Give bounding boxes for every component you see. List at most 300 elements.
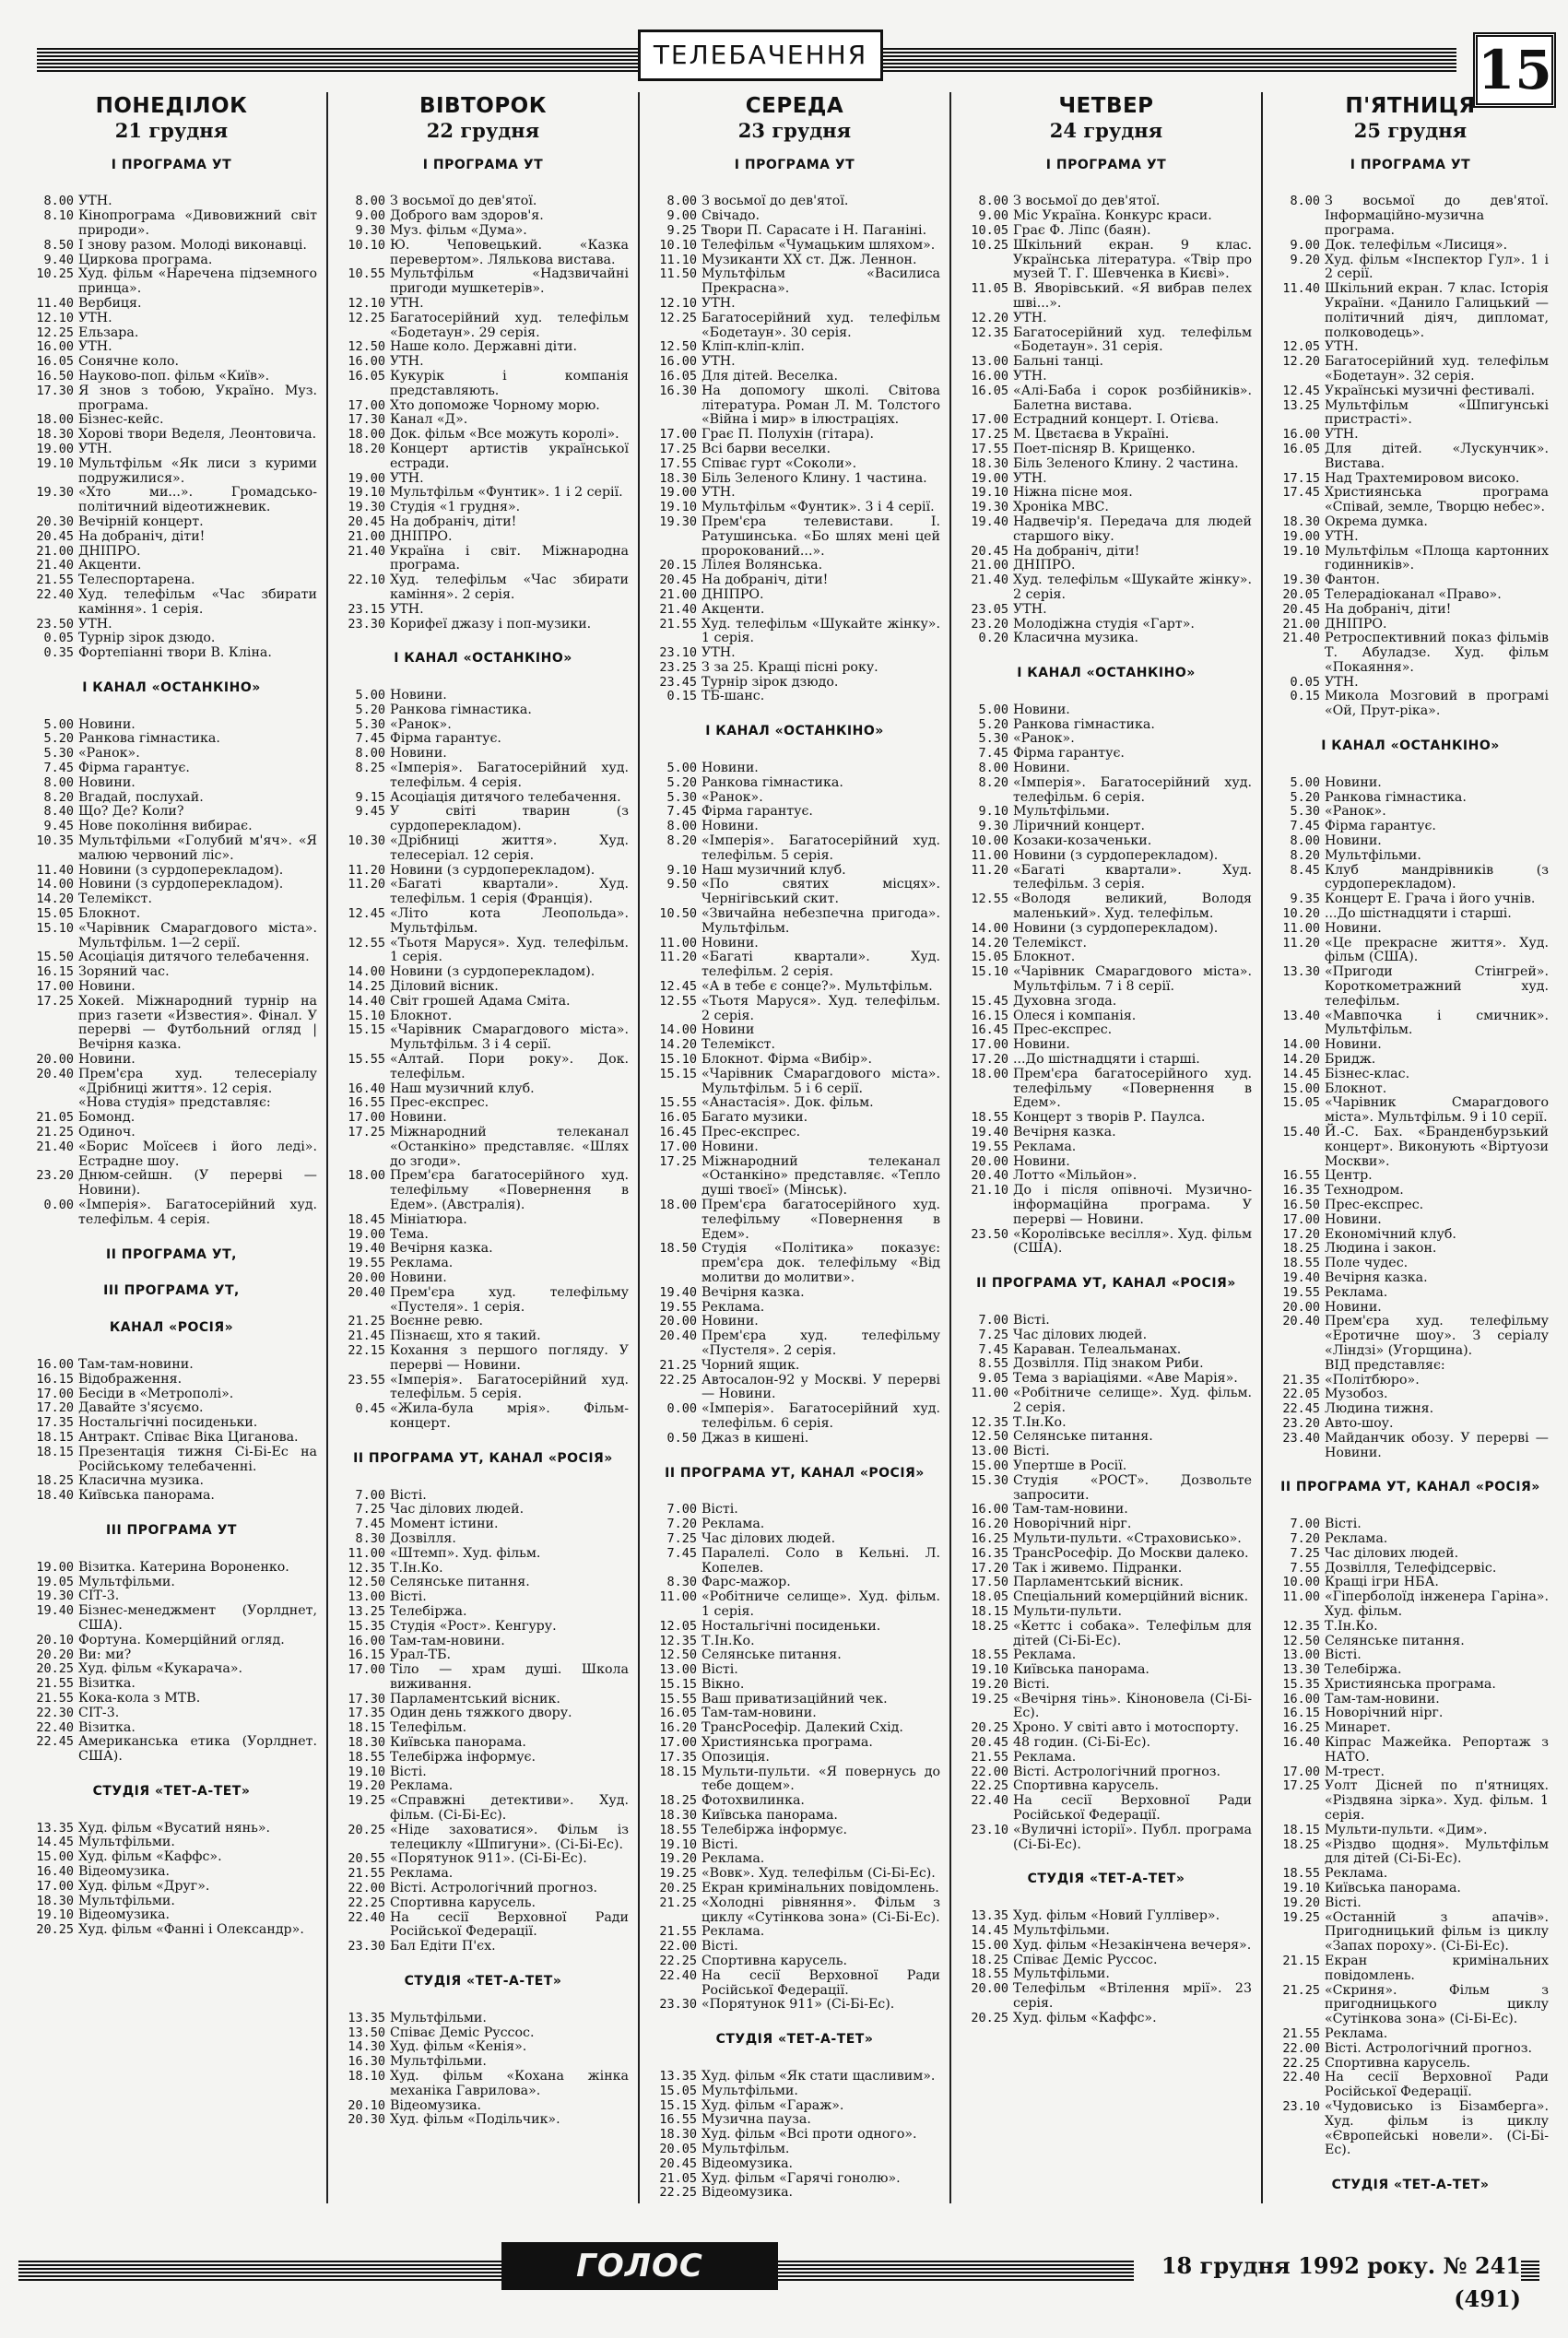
airtime: 15.15 bbox=[659, 1676, 697, 1692]
airtime: 16.50 bbox=[1282, 1197, 1320, 1212]
airtime: 15.05 bbox=[1282, 1095, 1320, 1111]
programme-title: «Багаті квартали». Худ. телефільм. 2 серія. bbox=[701, 950, 940, 980]
schedule-entry bbox=[337, 2070, 629, 2099]
schedule-entry bbox=[337, 747, 629, 762]
programme-title: СІТ-3. bbox=[78, 1705, 120, 1720]
programme-title: «Імперія». Багатосерійний худ. телефільм. 6 серія. bbox=[701, 1401, 940, 1431]
schedule-entry bbox=[337, 1329, 629, 1344]
schedule-entry bbox=[961, 864, 1252, 893]
airtime: 7.45 bbox=[43, 761, 74, 776]
schedule-entry bbox=[961, 1184, 1252, 1227]
channel-heading: ІІІ ПРОГРАМА УТ bbox=[106, 1522, 237, 1538]
airtime: 19.40 bbox=[36, 1603, 74, 1619]
programme-title: Мультфільми. bbox=[701, 2083, 798, 2098]
schedule-entry bbox=[26, 1822, 317, 1836]
programme-title: Новини. bbox=[701, 819, 759, 834]
programme-title: Хорові твори Веделя, Леонтовича. bbox=[78, 427, 317, 443]
airtime: 14.20 bbox=[1282, 1052, 1320, 1068]
airtime: 16.55 bbox=[659, 2112, 697, 2128]
airtime: 0.00 bbox=[43, 1197, 74, 1212]
programme-title: УТН. bbox=[78, 441, 112, 456]
schedule-entry bbox=[649, 2099, 940, 2114]
schedule-entry bbox=[1272, 472, 1549, 487]
channel-heading: І КАНАЛ «ОСТАНКІНО» bbox=[705, 724, 884, 739]
schedule-entry bbox=[26, 1053, 317, 1068]
airtime: 12.50 bbox=[971, 1429, 1008, 1445]
schedule-entry bbox=[649, 995, 940, 1024]
schedule-entry bbox=[337, 980, 629, 995]
programme-title: ВІД представляє: bbox=[1325, 1357, 1445, 1373]
schedule-entry bbox=[961, 1648, 1252, 1663]
programme-title: Екран кримінальних повідомлень. bbox=[701, 1881, 939, 1896]
schedule-entry bbox=[1272, 573, 1549, 588]
airtime: 5.30 bbox=[43, 746, 74, 762]
schedule-entry bbox=[337, 1271, 629, 1286]
programme-title: Т.Ін.Ко. bbox=[390, 1560, 443, 1576]
schedule-entry bbox=[961, 776, 1252, 806]
programme-title: Студія «РОСТ». Дозвольте запросити. bbox=[1013, 1472, 1252, 1503]
schedule-entry bbox=[961, 1909, 1252, 1924]
programme-title: Мульти-пульти. «Дим». bbox=[1325, 1822, 1488, 1837]
airtime: 21.55 bbox=[36, 573, 74, 588]
programme-title: Бізнес-клас. bbox=[1325, 1066, 1410, 1081]
airtime: 21.55 bbox=[36, 1690, 74, 1706]
schedule-entry bbox=[1272, 1387, 1549, 1402]
airtime: 14.20 bbox=[36, 892, 74, 907]
schedule-entry bbox=[26, 1126, 317, 1140]
schedule-entry bbox=[337, 2026, 629, 2041]
schedule-entry bbox=[26, 834, 317, 864]
schedule-entry bbox=[337, 718, 629, 733]
airtime: 13.30 bbox=[1282, 1662, 1320, 1678]
programme-title: М-трест. bbox=[1325, 1764, 1385, 1779]
programme-title: Прес-експрес. bbox=[1325, 1197, 1424, 1212]
programme-title: «Дрібниці життя». Худ. телесеріал. 12 серія. bbox=[390, 833, 629, 863]
schedule-entry bbox=[337, 428, 629, 443]
schedule-entry bbox=[961, 1372, 1252, 1387]
programme-title: Автосалон-92 у Москві. У перерві — Новини. bbox=[701, 1372, 940, 1402]
airtime: 16.30 bbox=[659, 383, 697, 398]
airtime: 22.00 bbox=[971, 1764, 1008, 1779]
schedule-entry bbox=[1272, 1678, 1549, 1693]
airtime: 22.00 bbox=[1282, 2040, 1320, 2056]
airtime: 10.20 bbox=[1282, 906, 1320, 922]
schedule-entry bbox=[649, 2172, 940, 2187]
schedule-entry bbox=[26, 457, 317, 487]
schedule-entry bbox=[1272, 1867, 1549, 1882]
airtime: 23.20 bbox=[1282, 1415, 1320, 1431]
schedule-entry bbox=[337, 1562, 629, 1576]
airtime: 19.40 bbox=[348, 1241, 385, 1257]
airtime: 18.15 bbox=[36, 1444, 74, 1459]
schedule-entry bbox=[337, 209, 629, 224]
schedule-entry bbox=[337, 1286, 629, 1316]
airtime: 21.00 bbox=[971, 558, 1008, 573]
airtime: 20.30 bbox=[36, 514, 74, 529]
programme-title: Київська панорама. bbox=[1013, 1662, 1149, 1678]
schedule-entry bbox=[1272, 965, 1549, 1009]
programme-title: Міс Україна. Конкурс краси. bbox=[1013, 208, 1212, 224]
programme-title: Дозвілля. Під знаком Риби. bbox=[1013, 1356, 1204, 1372]
programme-title: Канал «Д». bbox=[390, 412, 468, 428]
programme-title: Мультфільми. bbox=[1013, 804, 1110, 820]
schedule-entry bbox=[649, 486, 940, 501]
schedule-entry bbox=[1272, 1068, 1549, 1082]
schedule-entry bbox=[26, 195, 317, 209]
channel-heading: СТУДІЯ «ТЕТ-А-ТЕТ» bbox=[1027, 1872, 1185, 1887]
programme-title: ДНІПРО. bbox=[78, 543, 141, 559]
airtime: 20.00 bbox=[971, 1153, 1008, 1169]
schedule-entry bbox=[26, 1474, 317, 1489]
airtime: 13.35 bbox=[348, 2010, 385, 2025]
channel-heading: І ПРОГРАМА УТ bbox=[734, 157, 855, 172]
airtime: 8.25 bbox=[355, 761, 385, 776]
airtime: 8.20 bbox=[978, 774, 1008, 790]
channel-heading: СТУДІЯ «ТЕТ-А-ТЕТ» bbox=[404, 1974, 562, 1990]
airtime: 18.25 bbox=[1282, 1836, 1320, 1852]
programme-title: Ранкова гімнастика. bbox=[1013, 716, 1155, 732]
airtime: 20.25 bbox=[36, 1922, 74, 1938]
schedule-entry bbox=[961, 965, 1252, 995]
schedule-entry bbox=[26, 1923, 317, 1938]
programme-title: Фірма гарантує. bbox=[1325, 819, 1436, 834]
programme-title: Окрема думка. bbox=[1325, 514, 1428, 529]
programme-title: Мультфільм «Фунтик». 3 і 4 серії. bbox=[701, 500, 935, 515]
airtime: 7.45 bbox=[355, 1517, 385, 1532]
airtime: 12.10 bbox=[36, 310, 74, 325]
airtime: 15.00 bbox=[971, 1937, 1008, 1953]
programme-title: Ніжна пісне моя. bbox=[1013, 485, 1133, 501]
airtime: 16.00 bbox=[36, 339, 74, 355]
airtime: 11.00 bbox=[971, 847, 1008, 863]
programme-title: На добраніч, діти! bbox=[390, 514, 517, 529]
programme-title: Християнська програма. bbox=[1325, 1676, 1496, 1692]
airtime: 21.05 bbox=[659, 2170, 697, 2186]
day-name: СЕРЕДА bbox=[745, 94, 844, 118]
schedule-entry bbox=[961, 1517, 1252, 1532]
airtime: 21.40 bbox=[36, 558, 74, 573]
programme-title: Худ. фільм «Фанні і Олександр». bbox=[78, 1922, 304, 1938]
programme-title: Бал Едіти П'єх. bbox=[390, 1939, 496, 1954]
programme-title: УТН. bbox=[1013, 310, 1047, 325]
programme-title: Телефільм. bbox=[390, 1720, 467, 1736]
programme-title: Телеспортарена. bbox=[78, 573, 195, 588]
schedule-entry bbox=[1272, 399, 1549, 429]
programme-title: Док. фільм «Все можуть королі». bbox=[390, 427, 619, 443]
programme-title: Новини. bbox=[1325, 1037, 1382, 1053]
airtime: 12.45 bbox=[348, 906, 385, 922]
airtime: 7.25 bbox=[1290, 1545, 1320, 1561]
schedule-entry bbox=[1272, 849, 1549, 864]
programme-title: Вікно. bbox=[701, 1676, 745, 1692]
programme-title: «Вуличні історії». Публ. програма (Сі-Бі-Ес). bbox=[1013, 1822, 1252, 1852]
programme-title: Худ. фільм «Кохана жінка механіка Гаврилова». bbox=[390, 2069, 629, 2098]
programme-title: Вісті. bbox=[390, 1589, 427, 1605]
programme-title: Новини. bbox=[390, 688, 447, 703]
schedule-entry bbox=[649, 603, 940, 618]
airtime: 17.00 bbox=[348, 397, 385, 413]
programme-title: Співає Деміс Руссос. bbox=[390, 2025, 535, 2040]
programme-title: «Ніде заховатися». Фільм із телециклу «Шпигуни». (Сі-Бі-Ес). bbox=[390, 1822, 629, 1852]
schedule-entry bbox=[337, 1213, 629, 1228]
schedule-entry bbox=[1272, 1402, 1549, 1417]
schedule-entry bbox=[649, 661, 940, 676]
programme-title: Селянське питання. bbox=[701, 1647, 842, 1663]
schedule-entry bbox=[26, 588, 317, 618]
programme-title: Ранкова гімнастика. bbox=[390, 702, 532, 717]
programme-title: СІТ-3. bbox=[78, 1588, 120, 1604]
airtime: 19.10 bbox=[971, 485, 1008, 501]
airtime: 21.40 bbox=[36, 1139, 74, 1154]
airtime: 19.25 bbox=[659, 1866, 697, 1882]
schedule-entry bbox=[26, 1662, 317, 1677]
schedule-entry bbox=[649, 588, 940, 603]
schedule-entry bbox=[1272, 1184, 1549, 1199]
programme-title: Фортепіанні твори В. Кліна. bbox=[78, 645, 272, 661]
schedule-entry bbox=[649, 1402, 940, 1432]
schedule-entry bbox=[649, 1736, 940, 1751]
airtime: 13.25 bbox=[348, 1603, 385, 1619]
programme-title: Прем'єра багатосерійного худ. телефільму «Повернення в Едем». (Австралія). bbox=[390, 1168, 629, 1212]
airtime: 19.10 bbox=[1282, 1881, 1320, 1896]
schedule-entry bbox=[337, 2040, 629, 2055]
programme-title: Худ. телефільм «Шукайте жінку». 1 серія. bbox=[701, 616, 940, 646]
schedule-entry bbox=[961, 1751, 1252, 1765]
programme-title: «Мавпочка і смичник». Мультфільм. bbox=[1325, 1008, 1549, 1038]
programme-title: Всі барви веселки. bbox=[701, 441, 831, 456]
programme-title: Вісті. bbox=[1325, 1647, 1362, 1663]
airtime: 19.00 bbox=[1282, 528, 1320, 544]
airtime: 15.00 bbox=[1282, 1080, 1320, 1096]
programme-title: Екран кримінальних повідомлень. bbox=[1325, 1954, 1549, 1983]
schedule-entry bbox=[961, 224, 1252, 239]
airtime: 8.00 bbox=[978, 761, 1008, 776]
schedule-entry bbox=[649, 2157, 940, 2172]
schedule-entry bbox=[337, 762, 629, 791]
programme-title: УТН. bbox=[390, 470, 424, 486]
airtime: 18.40 bbox=[36, 1488, 74, 1504]
airtime: 0.35 bbox=[43, 645, 74, 661]
schedule-entry bbox=[337, 1402, 629, 1432]
airtime: 16.00 bbox=[36, 1356, 74, 1372]
schedule-entry bbox=[337, 501, 629, 515]
programme-title: Мульти-пульти. bbox=[1013, 1603, 1123, 1619]
programme-title: «Нова студія» представляє: bbox=[78, 1095, 271, 1111]
programme-title: Ю. Чеповецький. «Казка перевертом». Лялькова вистава. bbox=[390, 237, 629, 267]
airtime: 16.45 bbox=[971, 1022, 1008, 1038]
programme-title: Презентація тижня Сі-Бі-Ес на Російському телебаченні. bbox=[78, 1444, 317, 1474]
programme-title: Над Трахтемировом високо. bbox=[1325, 470, 1520, 486]
airtime: 21.25 bbox=[1282, 1982, 1320, 1998]
schedule-entry bbox=[337, 413, 629, 428]
programme-title: «Порятунок 911». (Сі-Бі-Ес). bbox=[390, 1851, 587, 1867]
airtime: 18.25 bbox=[1282, 1241, 1320, 1257]
airtime: 18.55 bbox=[971, 1966, 1008, 1982]
schedule-entry bbox=[337, 1096, 629, 1111]
airtime: 19.55 bbox=[971, 1139, 1008, 1154]
airtime: 22.05 bbox=[1282, 1387, 1320, 1402]
airtime: 19.20 bbox=[348, 1778, 385, 1794]
airtime: 16.00 bbox=[348, 1633, 385, 1648]
programme-title: Фірма гарантує. bbox=[1013, 746, 1125, 762]
programme-title: Худ. телефільм «Час збирати каміння». 1 серія. bbox=[78, 586, 317, 617]
airtime: 15.50 bbox=[36, 950, 74, 965]
airtime: 5.00 bbox=[1290, 774, 1320, 790]
airtime: 17.00 bbox=[971, 1037, 1008, 1053]
programme-title: Худ. фільм «Незакінчена вечеря». bbox=[1013, 1937, 1252, 1953]
schedule-entry bbox=[649, 1620, 940, 1635]
schedule-entry bbox=[961, 472, 1252, 487]
airtime: 16.05 bbox=[659, 368, 697, 384]
schedule-entry bbox=[649, 515, 940, 559]
airtime: 17.45 bbox=[1282, 485, 1320, 501]
schedule-entry bbox=[649, 2113, 940, 2128]
programme-title: Упертше в Росії. bbox=[1013, 1458, 1127, 1473]
programme-title: «Штемп». Худ. фільм. bbox=[390, 1545, 541, 1561]
schedule-entry bbox=[649, 1838, 940, 1853]
schedule-entry bbox=[337, 1765, 629, 1780]
schedule-entry bbox=[1272, 820, 1549, 834]
programme-title: «Ранок». bbox=[78, 746, 140, 762]
schedule-entry bbox=[961, 384, 1252, 414]
airtime: 19.10 bbox=[36, 1907, 74, 1923]
schedule-entry bbox=[961, 1824, 1252, 1853]
schedule-entry bbox=[649, 2070, 940, 2084]
day-column-tuesday bbox=[337, 92, 629, 2199]
channel-heading: КАНАЛ «РОСІЯ» bbox=[109, 1320, 234, 1336]
airtime: 17.50 bbox=[971, 1575, 1008, 1590]
page-number: 15 bbox=[1473, 32, 1556, 108]
schedule-entry bbox=[26, 1199, 317, 1228]
programme-title: «Хто ми...». Громадсько-політичний відеотижневик. bbox=[78, 485, 317, 515]
airtime: 12.25 bbox=[36, 325, 74, 340]
schedule-entry bbox=[337, 1242, 629, 1257]
column-divider bbox=[949, 92, 951, 2203]
channel-heading: І ПРОГРАМА УТ bbox=[1045, 157, 1167, 172]
schedule-entry bbox=[1272, 603, 1549, 618]
schedule-entry bbox=[337, 312, 629, 341]
channel-heading: І ПРОГРАМА УТ bbox=[1350, 157, 1471, 172]
schedule-entry bbox=[649, 2084, 940, 2099]
airtime: 7.55 bbox=[1290, 1560, 1320, 1576]
programme-title: Нове покоління вибирає. bbox=[78, 819, 253, 834]
programme-title: Муз. фільм «Дума». bbox=[390, 222, 527, 238]
airtime: 10.10 bbox=[348, 237, 385, 253]
airtime: 19.10 bbox=[659, 1836, 697, 1852]
programme-title: Там-там-новини. bbox=[701, 1706, 817, 1721]
programme-title: «Гіперболоїд інженера Гаріна». Худ. фільм. bbox=[1325, 1589, 1549, 1619]
schedule-entry bbox=[961, 1111, 1252, 1126]
schedule-entry bbox=[26, 1373, 317, 1387]
channel-heading: ІІ ПРОГРАМА УТ, КАНАЛ «РОСІЯ» bbox=[353, 1450, 613, 1466]
programme-title: Мультфільми. bbox=[1013, 1923, 1110, 1939]
schedule-entry bbox=[961, 545, 1252, 560]
airtime: 13.00 bbox=[971, 354, 1008, 370]
programme-title: Естрадний концерт. І. Отієва. bbox=[1013, 412, 1220, 428]
schedule-entry bbox=[649, 791, 940, 806]
programme-title: Днюм-сейшн. (У перерві — Новини). bbox=[78, 1168, 317, 1199]
schedule-entry bbox=[649, 1882, 940, 1896]
programme-title: Мультфільми. bbox=[390, 2010, 487, 2025]
airtime: 23.20 bbox=[971, 616, 1008, 632]
airtime: 21.00 bbox=[1282, 616, 1320, 632]
channel-heading: ІІІ ПРОГРАМА УТ, bbox=[103, 1283, 240, 1299]
programme-title: Вісті. Астрологічний прогноз. bbox=[390, 1881, 598, 1896]
schedule-entry bbox=[649, 676, 940, 691]
schedule-entry bbox=[1272, 1432, 1549, 1461]
schedule-entry bbox=[26, 1850, 317, 1865]
channel-heading: СТУДІЯ «ТЕТ-А-ТЕТ» bbox=[92, 1783, 251, 1799]
schedule-entry bbox=[961, 559, 1252, 573]
programme-title: Вісті. bbox=[1013, 1676, 1050, 1692]
airtime: 19.40 bbox=[659, 1284, 697, 1300]
airtime: 8.50 bbox=[43, 237, 74, 253]
schedule-entry bbox=[26, 209, 317, 239]
airtime: 16.05 bbox=[659, 1110, 697, 1126]
programme-title: Ельзара. bbox=[78, 325, 139, 340]
programme-title: Студія «1 грудня». bbox=[390, 500, 521, 515]
programme-title: Худ. фільм «Кенія». bbox=[390, 2039, 527, 2055]
schedule-entry bbox=[337, 1315, 629, 1329]
airtime: 19.40 bbox=[971, 514, 1008, 529]
airtime: 20.00 bbox=[36, 1052, 74, 1068]
schedule-entry bbox=[26, 805, 317, 820]
schedule-entry bbox=[337, 355, 629, 370]
airtime: 22.25 bbox=[659, 2185, 697, 2199]
programme-title: Вісті. Астрологічний прогноз. bbox=[1013, 1764, 1221, 1779]
programme-title: Класична музика. bbox=[78, 1473, 205, 1489]
schedule-entry bbox=[649, 1096, 940, 1111]
programme-title: Діловий вісник. bbox=[390, 979, 499, 995]
schedule-entry bbox=[961, 1357, 1252, 1372]
airtime: 14.20 bbox=[659, 1037, 697, 1053]
schedule-entry bbox=[961, 1954, 1252, 1968]
schedule-entry bbox=[649, 1590, 940, 1620]
programme-title: Фірма гарантує. bbox=[701, 804, 813, 820]
airtime: 16.35 bbox=[971, 1545, 1008, 1561]
airtime bbox=[1272, 1359, 1325, 1374]
airtime: 19.55 bbox=[1282, 1284, 1320, 1300]
schedule-entry bbox=[961, 951, 1252, 965]
programme-title: Ностальгічні посиденьки. bbox=[701, 1618, 881, 1634]
airtime: 19.30 bbox=[1282, 573, 1320, 588]
schedule-entry bbox=[337, 486, 629, 501]
schedule-entry bbox=[1272, 892, 1549, 907]
programme-title: Телефільм «Чумацьким шляхом». bbox=[701, 237, 936, 253]
programme-title: З восьмої до дев'ятої. bbox=[390, 194, 537, 209]
schedule-entry bbox=[649, 1867, 940, 1882]
programme-title: Паралелі. Соло в Кельні. Л. Копелев. bbox=[701, 1545, 940, 1576]
schedule-entry bbox=[961, 1620, 1252, 1649]
airtime: 0.05 bbox=[1290, 674, 1320, 690]
programme-title: На сесії Верховної Ради Російської Федерації. bbox=[1325, 2070, 1549, 2100]
schedule-entry bbox=[1272, 776, 1549, 791]
airtime: 18.30 bbox=[659, 2127, 697, 2143]
programme-title: Бізнес-менеджмент (Уорлднет, США). bbox=[78, 1603, 317, 1633]
schedule-entry bbox=[961, 1794, 1252, 1824]
schedule-entry bbox=[337, 995, 629, 1010]
schedule-entry bbox=[1272, 428, 1549, 443]
airtime: 14.00 bbox=[1282, 1037, 1320, 1053]
airtime: 8.00 bbox=[355, 746, 385, 762]
schedule-entry bbox=[1272, 1301, 1549, 1316]
schedule-entry bbox=[649, 1359, 940, 1374]
airtime: 9.00 bbox=[355, 208, 385, 224]
programme-title: Худ. фільм «Подільчик». bbox=[390, 2112, 560, 2128]
programme-title: Прем'єра телевистави. І. Ратушинська. «Бо шлях мені цей пророкований...». bbox=[701, 514, 940, 559]
schedule-entry bbox=[1272, 2027, 1549, 2042]
programme-title: Акценти. bbox=[701, 601, 765, 617]
